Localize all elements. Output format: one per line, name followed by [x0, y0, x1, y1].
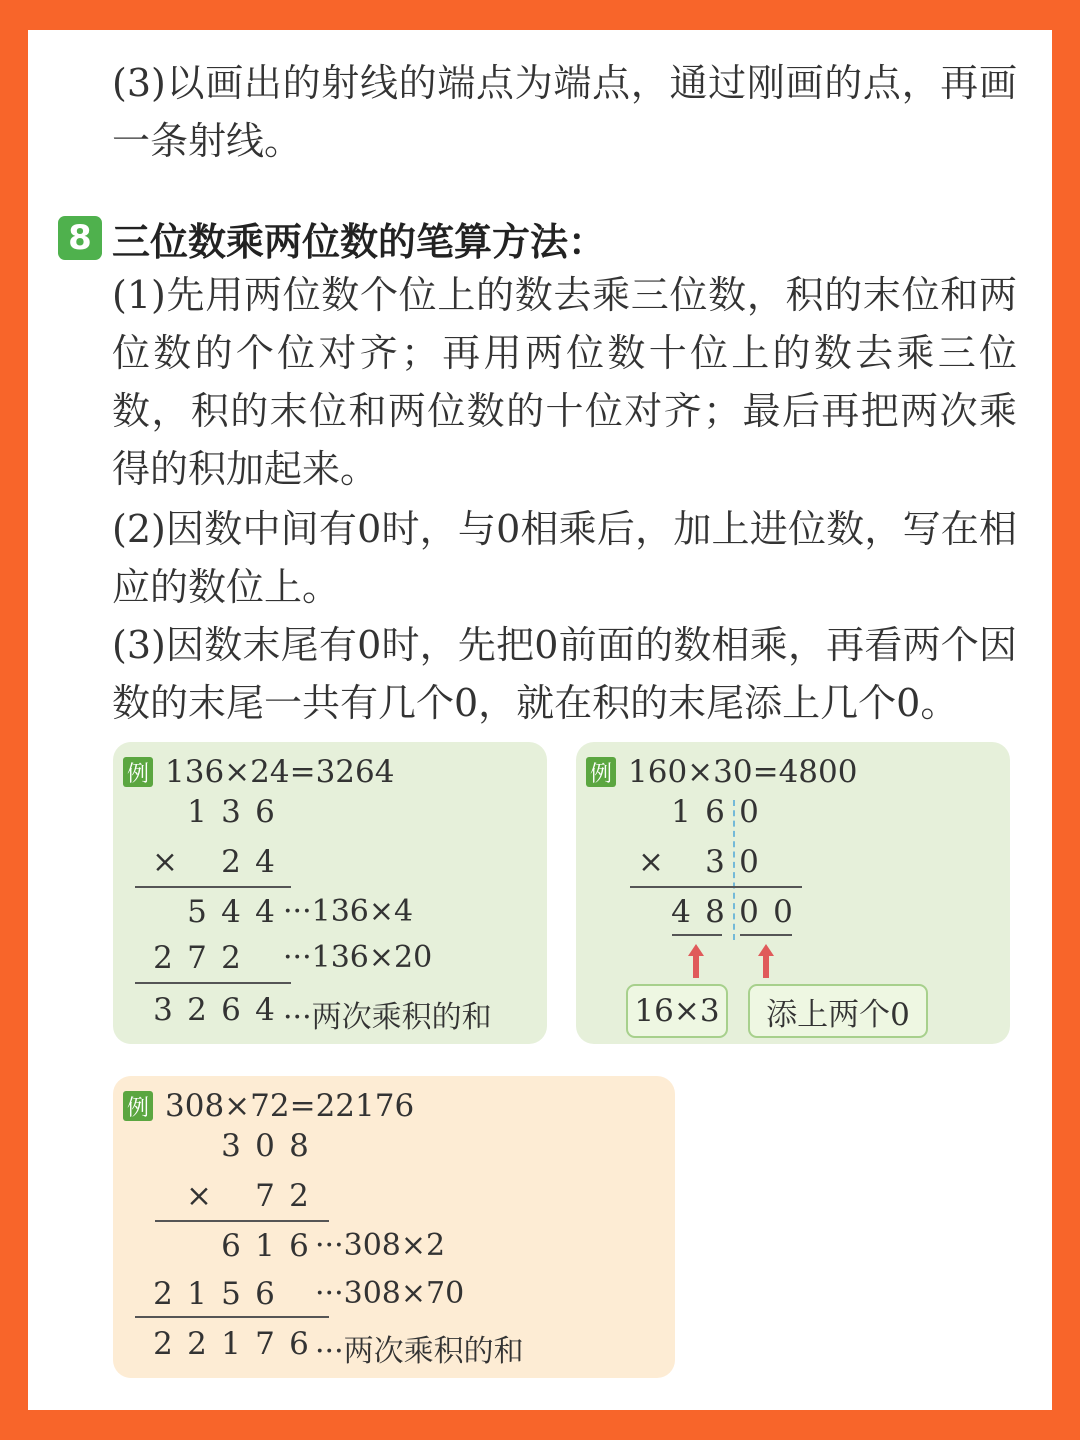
digit: 4	[255, 844, 275, 880]
digit: 3	[153, 992, 173, 1028]
digit: 2	[221, 940, 241, 976]
example-2-title	[586, 754, 857, 790]
digit: 2	[187, 992, 207, 1028]
digit: 4	[671, 894, 691, 930]
example-3-multiplicand-row	[113, 1128, 675, 1170]
example-2-equation: 160×30=4800	[628, 754, 858, 790]
digit: 5	[221, 1276, 241, 1312]
digit: 7	[187, 940, 207, 976]
digit: 0	[773, 894, 793, 930]
partial2-note: ···308×70	[315, 1276, 465, 1311]
digit: 0	[739, 844, 759, 880]
intro-paragraph: (3)以画出的射线的端点为端点，通过刚画的点，再画一条射线。	[112, 61, 1017, 163]
digit: 4	[255, 894, 275, 930]
section-title: 三位数乘两位数的笔算方法：	[112, 219, 607, 264]
digit: 7	[255, 1326, 275, 1362]
digit: 2	[221, 844, 241, 880]
example-3-multiplier-row	[113, 1178, 675, 1220]
partial1-note: ···136×4	[283, 894, 414, 929]
digit: 4	[221, 894, 241, 930]
times-sign: ×	[638, 844, 664, 880]
digit: 6	[289, 1326, 309, 1362]
rule-2: (2)因数中间有0时，与0相乘后，加上进位数，写在相应的数位上。	[112, 507, 1017, 609]
times-sign: ×	[186, 1178, 212, 1214]
digit: 3	[705, 844, 725, 880]
page	[28, 30, 1052, 1410]
digit: 1	[221, 1326, 241, 1362]
times-sign: ×	[152, 844, 178, 880]
digit: 2	[153, 1326, 173, 1362]
example-3-line-1	[155, 1220, 329, 1222]
digit: 1	[187, 794, 207, 830]
digit: 3	[221, 794, 241, 830]
example-3-partial1-row	[113, 1228, 675, 1270]
result-note: ···两次乘积的和	[283, 1000, 492, 1035]
example-1-box	[113, 742, 547, 1044]
digit: 6	[221, 1228, 241, 1264]
result-note: ···两次乘积的和	[315, 1334, 524, 1369]
example-3-result-row	[113, 1326, 675, 1368]
digit: 6	[705, 794, 725, 830]
example-2-multiplicand-row	[576, 794, 1010, 836]
partial2-note: ···136×20	[283, 940, 433, 975]
rule-3: (3)因数末尾有0时，先把0前面的数相乘，再看两个因数的末尾一共有几个0，就在积的末尾添上几个0。	[112, 623, 1017, 725]
digit: 7	[255, 1178, 275, 1214]
example-1-line-1	[135, 886, 291, 888]
digit: 0	[739, 894, 759, 930]
digit: 3	[221, 1128, 241, 1164]
digit: 6	[255, 1276, 275, 1312]
example-1-equation: 136×24=3264	[165, 754, 395, 790]
example-1-multiplicand-row	[113, 794, 547, 836]
digit: 2	[153, 940, 173, 976]
digit: 1	[187, 1276, 207, 1312]
up-arrow-icon	[686, 944, 706, 978]
section-number-badge: 8	[58, 216, 102, 260]
digit: 6	[255, 794, 275, 830]
example-2-multiplier-row	[576, 844, 1010, 886]
example-2-result-row	[576, 894, 1010, 936]
example-1-partial2-row	[113, 940, 547, 982]
digit: 1	[255, 1228, 275, 1264]
digit: 6	[221, 992, 241, 1028]
callout-add-zeros: 添上两个0	[748, 984, 928, 1038]
example-1-result-row	[113, 992, 547, 1034]
example-2-line-1	[630, 886, 802, 888]
example-1-line-2	[135, 982, 291, 984]
digit: 8	[705, 894, 725, 930]
example-2-box	[576, 742, 1010, 1044]
example-1-title	[123, 754, 394, 790]
example-3-title	[123, 1088, 414, 1124]
up-arrow-icon	[756, 944, 776, 978]
example-2-icon: 例	[586, 757, 616, 787]
partial1-note: ···308×2	[315, 1228, 446, 1263]
example-1-icon: 例	[123, 757, 153, 787]
digit: 2	[153, 1276, 173, 1312]
underline-product	[672, 934, 722, 936]
example-1-partial1-row	[113, 894, 547, 936]
digit: 0	[739, 794, 759, 830]
example-3-partial2-row	[113, 1276, 675, 1318]
underline-zeros	[740, 934, 792, 936]
digit: 2	[187, 1326, 207, 1362]
digit: 2	[289, 1178, 309, 1214]
digit: 4	[255, 992, 275, 1028]
section-heading	[58, 214, 606, 262]
digit: 5	[187, 894, 207, 930]
rule-1: (1)先用两位数个位上的数去乘三位数，积的末位和两位数的个位对齐；再用两位数十位上的数去乘三位数，积的末位和两位数的十位对齐；最后再把两次乘得的积加起来。	[112, 273, 1017, 491]
digit: 1	[671, 794, 691, 830]
digit: 0	[255, 1128, 275, 1164]
example-3-box	[113, 1076, 675, 1378]
digit: 6	[289, 1228, 309, 1264]
example-3-equation: 308×72=22176	[165, 1088, 415, 1124]
example-3-icon: 例	[123, 1091, 153, 1121]
digit: 8	[289, 1128, 309, 1164]
example-3-line-2	[135, 1316, 329, 1318]
example-1-multiplier-row	[113, 844, 547, 886]
callout-product: 16×3	[626, 984, 728, 1038]
